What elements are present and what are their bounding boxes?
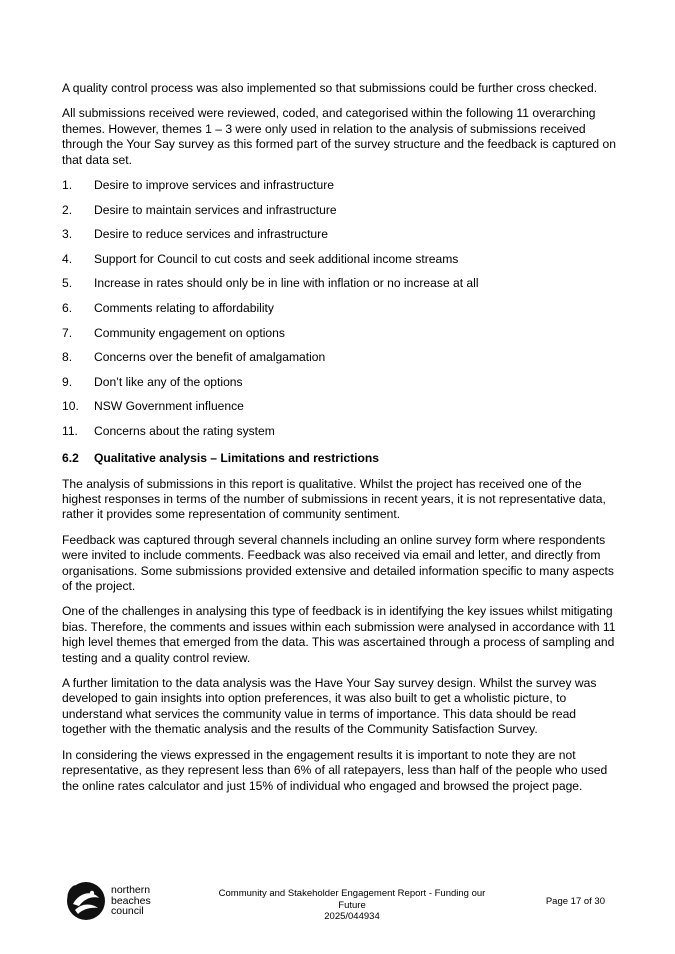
section-title: Qualitative analysis – Limitations and restrictions [94, 451, 379, 466]
body-paragraph: Feedback was captured through several channels including an online survey form where respondents were invited to include comments. Feedback was also received via email and letter, and directly from organisations. Some submissions provided extensive and detailed information specific to many aspects of the project. [62, 532, 614, 594]
section-number: 6.2 [62, 451, 79, 466]
body-paragraph: In considering the views expressed in the engagement results it is important to note they are not representative, as they represent less than 6% of all ratepayers, less than half of the people who used the online rates calculator and just 15% of individual who engaged and browsed the project page. [62, 747, 608, 793]
page-content [62, 81, 617, 804]
list-item: 3. Desire to reduce services and infrastructure [62, 227, 328, 242]
intro-paragraph-2: All submissions received were reviewed, coded, and categorised within the following 11 overarching themes. However, themes 1 – 3 were only used in relation to the analysis of submissions received through the Your Say survey as this formed part of the survey structure and the feedback is captured on that data set. [62, 106, 616, 167]
body-paragraph: The analysis of submissions in this report is qualitative. Whilst the project has received one of the highest responses in terms of the number of submissions in recent years, it is not representative data, rather it provides some representation of community sentiment. [62, 476, 606, 522]
page-number: Page 17 of 30 [545, 896, 605, 907]
list-item: 2. Desire to maintain services and infrastructure [62, 202, 337, 217]
list-item: 9. Don’t like any of the options [62, 374, 243, 389]
list-item: 5. Increase in rates should only be in line with inflation or no increase at all [62, 276, 479, 291]
themes-list [62, 178, 617, 439]
body-paragraph: A further limitation to the data analysis was the Have Your Say survey design. Whilst the survey was developed to gain insights into option preferences, it was also built to get a wholistic picture, to understand what services the community value in terms of importance. This data should be read together with the thematic analysis and the results of the Community Satisfaction Survey. [62, 676, 597, 737]
page-footer [62, 877, 617, 927]
list-item: 8. Concerns over the benefit of amalgamation [62, 350, 326, 365]
list-item: 1. Desire to improve services and infrastructure [62, 178, 334, 193]
intro-paragraph-1: A quality control process was also implemented so that submissions could be further cross checked. [62, 81, 598, 95]
council-logo [65, 880, 170, 922]
list-item: 11. Concerns about the rating system [62, 423, 275, 438]
list-item: 6. Comments relating to affordability [62, 300, 274, 315]
body-paragraph: One of the challenges in analysing this type of feedback is in identifying the key issues whilst mitigating bias. Therefore, the comments and issues within each submission were analysed in accordance with 11 high level themes that emerged from the data. This was ascertained through a process of sampling and testing and a quality control review. [62, 604, 616, 665]
council-emblem-icon [65, 880, 107, 922]
list-item: 4. Support for Council to cut costs and seek additional income streams [62, 251, 459, 266]
section-heading [62, 451, 617, 466]
council-wordmark: northern beaches council [111, 884, 151, 917]
footer-report-title: Community and Stakeholder Engagement Report - Funding our Future 2025/044934 [218, 888, 486, 922]
list-item: 7. Community engagement on options [62, 325, 285, 340]
list-item: 10. NSW Government influence [62, 399, 244, 414]
